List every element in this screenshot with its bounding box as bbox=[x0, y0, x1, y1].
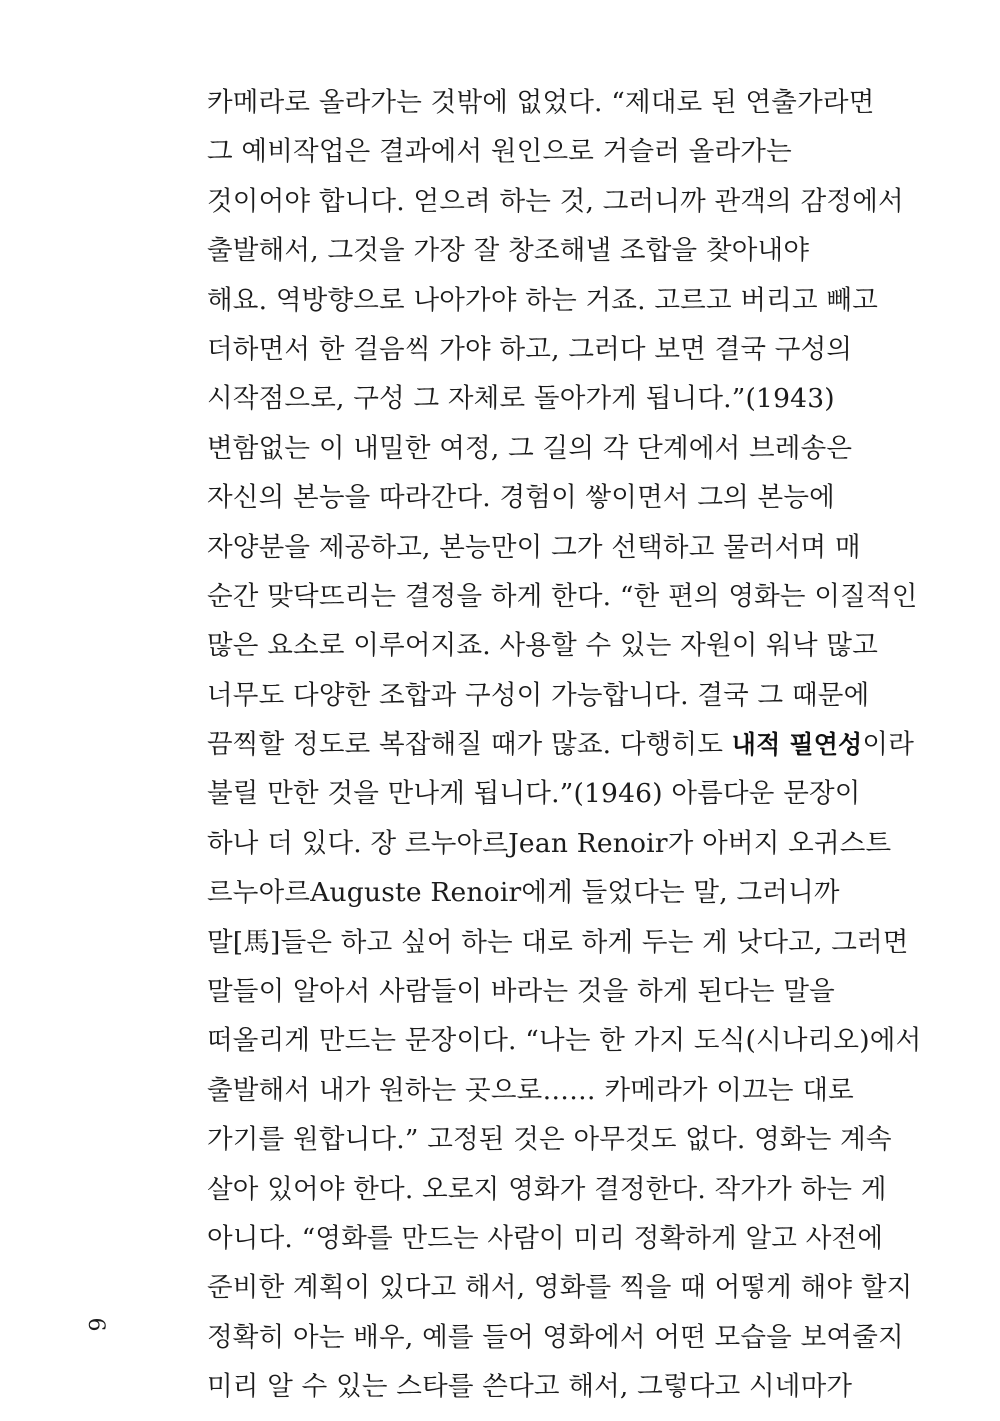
body-text bbox=[207, 78, 967, 1412]
text-line-13: 너무도 다양한 조합과 구성이 가능합니다. 결국 그 때문에 bbox=[207, 679, 870, 711]
text-line-17: 르누아르Auguste Renoir에게 들었다는 말, 그러니까 bbox=[207, 877, 840, 909]
text-line-4: 출발해서, 그것을 가장 잘 창조해낼 조합을 찾아내야 bbox=[207, 235, 810, 267]
text-line-23: 살아 있어야 한다. 오로지 영화가 결정한다. 작가가 하는 게 bbox=[207, 1173, 887, 1205]
text-line-12: 많은 요소로 이루어지죠. 사용할 수 있는 자원이 워낙 많고 bbox=[207, 630, 878, 662]
text-line-9: 자신의 본능을 따라간다. 경험이 쌓이면서 그의 본능에 bbox=[207, 482, 835, 514]
page-number: 9 bbox=[86, 1317, 112, 1332]
text-line-22: 가기를 원합니다.” 고정된 것은 아무것도 없다. 영화는 계속 bbox=[207, 1124, 892, 1156]
text-line-24: 아니다. “영화를 만드는 사람이 미리 정확하게 알고 사전에 bbox=[207, 1222, 884, 1254]
text-line-3: 것이어야 합니다. 얻으려 하는 것, 그러니까 관객의 감정에서 bbox=[207, 185, 904, 217]
text-line-2: 그 예비작업은 결과에서 원인으로 거슬러 올라가는 bbox=[207, 136, 792, 168]
text-line-26: 정확히 아는 배우, 예를 들어 영화에서 어떤 모습을 보여줄지 bbox=[207, 1321, 904, 1353]
text-line-21: 출발해서 내가 원하는 곳으로…… 카메라가 이끄는 대로 bbox=[207, 1074, 854, 1106]
emphasized-term: 내적 필연성 bbox=[731, 730, 863, 760]
text-line-5: 해요. 역방향으로 나아가야 하는 거죠. 고르고 버리고 빼고 bbox=[207, 284, 878, 316]
text-line-15: 불릴 만한 것을 만나게 됩니다.”(1946) 아름다운 문장이 bbox=[207, 778, 861, 810]
text-line-11: 순간 맞닥뜨리는 결정을 하게 한다. “한 편의 영화는 이질적인 bbox=[207, 580, 918, 612]
text-line-10: 자양분을 제공하고, 본능만이 그가 선택하고 물러서며 매 bbox=[207, 531, 861, 563]
text-line-20: 떠올리게 만드는 문장이다. “나는 한 가지 도식(시나리오)에서 bbox=[207, 1025, 922, 1057]
text-line-27: 미리 알 수 있는 스타를 쓴다고 해서, 그렇다고 시네마가 bbox=[207, 1371, 853, 1403]
text-line-8: 변함없는 이 내밀한 여정, 그 길의 각 단계에서 브레송은 bbox=[207, 432, 853, 464]
text-line-14: 끔찍할 정도로 복잡해질 때가 많죠. 다행히도 내적 필연성이라 bbox=[207, 729, 915, 761]
text-line-19: 말들이 알아서 사람들이 바라는 것을 하게 된다는 말을 bbox=[207, 976, 835, 1008]
text-line-1: 카메라로 올라가는 것밖에 없었다. “제대로 된 연출가라면 bbox=[207, 87, 875, 118]
text-line-18: 말[馬]들은 하고 싶어 하는 대로 하게 두는 게 낫다고, 그러면 bbox=[207, 926, 909, 958]
text-line-7: 시작점으로, 구성 그 자체로 돌아가게 됩니다.”(1943) bbox=[207, 383, 835, 415]
text-line-6: 더하면서 한 걸음씩 가야 하고, 그러다 보면 결국 구성의 bbox=[207, 333, 853, 365]
text-line-16: 하나 더 있다. 장 르누아르Jean Renoir가 아버지 오귀스트 bbox=[207, 827, 892, 859]
text-line-25: 준비한 계획이 있다고 해서, 영화를 찍을 때 어떻게 해야 할지 bbox=[207, 1272, 913, 1304]
